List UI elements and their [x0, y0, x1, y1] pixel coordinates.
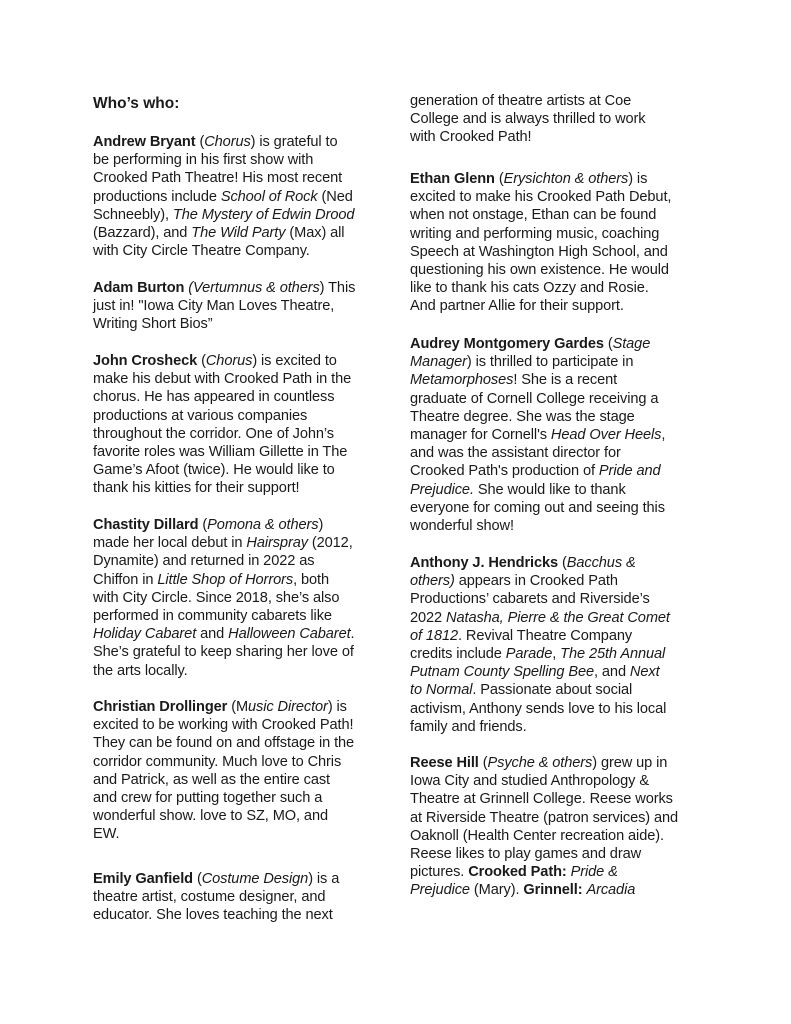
bio-line: [410, 335, 665, 353]
bio-italic-text: (Vertumnus & others: [184, 280, 320, 296]
bio-line: [410, 700, 670, 718]
bio-text: wonderful show!: [410, 517, 514, 534]
bio-italic-text: Halloween Cabaret: [228, 626, 351, 643]
bio-text: Crooked Path Theatre! His most recent: [93, 170, 343, 187]
bio-text: and: [196, 626, 229, 643]
bio-bold-text: Audrey Montgomery Gardes: [410, 336, 604, 352]
bio-text: Speech at Washington High School, and: [410, 243, 668, 260]
bio-italic-text: to Normal: [410, 682, 473, 699]
bio-italic-text: Stage: [612, 336, 651, 352]
bio-line: [410, 110, 646, 128]
bio-text: EW.: [93, 826, 120, 843]
bio-italic-text: Pomona & others: [207, 517, 319, 533]
bio-john-crosheck: [93, 352, 351, 498]
bio-line: [410, 353, 665, 371]
bio-bold-text: Christian Drollinger: [93, 699, 228, 715]
bio-line: [410, 718, 670, 736]
bio-line: [410, 408, 665, 426]
bio-text: (: [478, 755, 488, 771]
bio-text: excited to make his Crooked Path Debut,: [410, 189, 672, 206]
bio-text: corridor community. Much love to Chris: [93, 753, 342, 770]
bio-text: with Crooked Path!: [410, 129, 532, 146]
bio-bold-text: Grinnell:: [523, 882, 583, 899]
bio-line: [410, 609, 670, 627]
bio-text: (: [195, 134, 205, 150]
bio-line: [410, 444, 665, 462]
bio-italic-text: The Wild Party: [191, 224, 286, 241]
bio-text: ) is a: [308, 871, 340, 887]
bio-line: [410, 92, 646, 110]
bio-italic-text: Bacchus &: [566, 555, 636, 571]
bio-text: make his debut with Crooked Path in the: [93, 371, 352, 388]
bio-line: [410, 170, 671, 188]
bio-text: ,: [552, 645, 561, 662]
bio-italic-text: The Mystery of Edwin Drood: [172, 206, 355, 223]
bio-line: [93, 388, 351, 406]
bio-italic-text: Head Over Heels: [550, 426, 662, 443]
bio-text: , and: [594, 664, 630, 681]
bio-line: [410, 481, 665, 499]
bio-text: Iowa City and studied Anthropology &: [410, 773, 649, 790]
bio-italic-text: Pride &: [570, 864, 618, 881]
bio-line: [93, 771, 354, 789]
bio-text: and Patrick, as well as the entire cast: [93, 771, 331, 788]
bio-text: ,: [661, 426, 666, 443]
bio-text: She’s grateful to keep sharing her love of: [93, 644, 354, 661]
bio-italic-text: Pride and: [598, 463, 661, 480]
bio-line: [410, 426, 665, 444]
bio-italic-text: School of Rock: [220, 188, 318, 205]
bio-text: Dynamite) and returned in 2022 as: [93, 553, 315, 570]
bio-bold-text: Adam Burton: [93, 280, 185, 296]
bio-italic-text: Erysichton & others: [503, 171, 629, 187]
bio-bold-text: Emily Ganfield: [93, 871, 193, 887]
bio-ethan-glenn: [410, 170, 671, 316]
bio-line: [410, 206, 671, 224]
bio-text: when not onstage, Ethan can be found: [410, 207, 657, 224]
bio-line: [93, 479, 351, 497]
bio-emily-ganfield: [93, 870, 339, 925]
bio-line: [93, 279, 355, 297]
bio-line: [93, 315, 355, 333]
bio-text: (Max) all: [285, 224, 345, 241]
bio-italic-text: Manager: [410, 354, 467, 371]
bio-line: [93, 716, 354, 734]
bio-line: [93, 789, 354, 807]
bio-line: [93, 662, 355, 680]
bio-italic-text: Chorus: [205, 353, 253, 369]
bio-text: College and is always thrilled to work: [410, 111, 646, 128]
bio-line: [93, 698, 354, 716]
bio-bold-text: Chastity Dillard: [93, 517, 199, 533]
bio-italic-text: Little Shop of Horrors: [157, 571, 294, 588]
bio-italic-text: Holiday Cabaret: [93, 626, 197, 643]
bio-text: activism, Anthony sends love to his local: [410, 700, 667, 717]
bio-text: performed in community cabarets like: [93, 607, 332, 624]
bio-line: [93, 534, 355, 552]
bio-emily-ganfield-continued: [410, 92, 646, 147]
bio-line: [410, 390, 665, 408]
bio-text: They can be found on and offstage in the: [93, 735, 355, 752]
bio-text: (: [197, 353, 206, 369]
bio-text: She would like to thank: [473, 481, 626, 498]
bio-text: made her local debut in: [93, 535, 247, 552]
bio-text: .: [350, 626, 355, 643]
bio-text: Chiffon in: [93, 571, 158, 588]
bio-text: productions include: [93, 188, 221, 205]
bio-bold-text: Anthony J. Hendricks: [410, 555, 559, 571]
bio-line: [410, 188, 671, 206]
bio-bold-text: Crooked Path:: [468, 864, 567, 881]
bio-line: [93, 753, 354, 771]
bio-line: [410, 243, 671, 261]
bio-christian-drollinger: [93, 698, 354, 844]
bio-text: (Ned: [317, 188, 353, 205]
bio-line: [93, 888, 339, 906]
bio-line: [93, 407, 351, 425]
bio-line: [410, 845, 678, 863]
bio-italic-text: Putnam County Spelling Bee: [410, 664, 594, 681]
bio-line: [93, 870, 339, 888]
bio-line: [93, 370, 351, 388]
bio-andrew-bryant: [93, 133, 354, 260]
bio-line: [410, 645, 670, 663]
bio-line: [93, 443, 351, 461]
bio-line: [410, 863, 678, 881]
bio-text: (: [603, 336, 613, 352]
bio-italic-text: The 25th Annual: [560, 645, 666, 662]
bio-text: appears in Crooked Path: [454, 573, 618, 590]
bio-line: [93, 607, 355, 625]
bio-line: [410, 754, 678, 772]
bio-italic-text: others): [410, 573, 455, 590]
bio-italic-text: Prejudice: [410, 882, 470, 899]
bio-text: Crooked Path's production of: [410, 463, 599, 480]
bio-text: (: [558, 555, 567, 571]
bio-line: [410, 462, 665, 480]
bio-line: [93, 169, 354, 187]
bio-italic-text: Hairspray: [246, 535, 308, 552]
bio-text: and was the assistant director for: [410, 445, 621, 462]
bio-line: [410, 128, 646, 146]
bio-italic-text: Natasha, Pierre & the Great Comet: [446, 609, 670, 626]
bio-text: ) is: [628, 171, 648, 187]
bio-line: [410, 809, 678, 827]
bio-bold-text: Reese Hill: [410, 755, 479, 771]
bio-text: (: [192, 871, 202, 887]
bio-text: Game’s Afoot (twice). He would like to: [93, 462, 335, 479]
bio-line: [93, 625, 355, 643]
bio-text: with City Circle. Since 2018, she’s also: [93, 589, 340, 606]
bio-text: manager for Cornell's: [410, 426, 551, 443]
bio-line: [93, 734, 354, 752]
bio-text: questioning his own existence. He would: [410, 261, 669, 278]
bio-line: [410, 663, 670, 681]
bio-italic-text: Metamorphoses: [410, 372, 514, 389]
bio-line: [93, 425, 351, 443]
bio-text: theatre artist, costume designer, and: [93, 889, 326, 906]
bio-bold-text: Andrew Bryant: [93, 134, 196, 150]
bio-line: [410, 772, 678, 790]
bio-text: ) grew up in: [592, 755, 668, 771]
bio-line: [93, 224, 354, 242]
bio-text: ! She is a recent: [513, 372, 618, 389]
bio-line: [93, 151, 354, 169]
bio-line: [93, 643, 355, 661]
bio-chastity-dillard: [93, 516, 355, 680]
bio-line: [93, 571, 355, 589]
bio-text: ) is thrilled to participate in: [466, 354, 634, 371]
bio-text: (2012,: [307, 535, 353, 552]
page-heading: Who’s who:: [93, 95, 180, 112]
bio-line: [410, 627, 670, 645]
bio-text: everyone for coming out and seeing this: [410, 499, 665, 516]
bio-text: be performing in his first show with: [93, 152, 314, 169]
bio-line: [93, 352, 351, 370]
bio-line: [410, 790, 678, 808]
bio-line: [93, 133, 354, 151]
bio-line: [93, 825, 354, 843]
bio-text: at Riverside Theatre (patron services) and: [410, 809, 679, 826]
bio-bold-text: Ethan Glenn: [410, 171, 495, 187]
bio-line: [410, 297, 671, 315]
bio-italic-text: Costume Design: [201, 871, 309, 887]
bio-text: ) This: [319, 280, 356, 296]
bio-text: productions at various companies: [93, 407, 308, 424]
bio-line: [410, 499, 665, 517]
bio-italic-text: Arcadia: [586, 882, 636, 899]
bio-text: 2022: [410, 609, 447, 626]
bio-text: Oaknoll (Health Center recreation aide).: [410, 827, 664, 844]
bio-line: [410, 261, 671, 279]
bio-text: ) is grateful to: [250, 134, 338, 150]
bio-text: thank his kitties for their support!: [93, 480, 300, 497]
bio-text: Writing Short Bios”: [93, 316, 213, 333]
bio-text: throughout the corridor. One of John’s: [93, 425, 334, 442]
bio-italic-text: Prejudice.: [410, 481, 474, 498]
bio-text: (: [494, 171, 504, 187]
bio-line: [410, 517, 665, 535]
bio-text: (: [198, 517, 208, 533]
bio-text: educator. She loves teaching the next: [93, 907, 333, 924]
bio-line: [93, 552, 355, 570]
bio-text: (Bazzard), and: [93, 224, 192, 241]
bio-reese-hill: [410, 754, 678, 900]
bio-anthony-hendricks: [410, 554, 670, 736]
bio-text: Reese likes to play games and draw: [410, 845, 642, 862]
bio-text: generation of theatre artists at Coe: [410, 93, 632, 109]
bio-line: [410, 371, 665, 389]
bio-line: [93, 906, 339, 924]
bio-line: [410, 590, 670, 608]
bio-text: credits include: [410, 645, 506, 662]
bio-text: Theatre at Grinnell College. Reese works: [410, 791, 673, 808]
bio-italic-text: Next: [629, 664, 660, 681]
bio-text: excited to be working with Crooked Path!: [93, 717, 354, 734]
bio-line: [93, 188, 354, 206]
bio-line: [93, 516, 355, 534]
bio-line: [410, 881, 678, 899]
bio-adam-burton: [93, 279, 355, 334]
bio-line: [410, 279, 671, 297]
bio-text: Theatre degree. She was the stage: [410, 408, 635, 425]
bio-bold-text: John Crosheck: [93, 353, 198, 369]
bio-text: family and friends.: [410, 718, 527, 735]
bio-line: [93, 297, 355, 315]
bio-text: , both: [293, 571, 329, 588]
bio-audrey-montgomery-gardes: [410, 335, 665, 535]
bio-line: [93, 206, 354, 224]
bio-line: [93, 461, 351, 479]
bio-text: ) is: [327, 699, 347, 715]
bio-text: graduate of Cornell College receiving a: [410, 390, 659, 407]
bio-line: [410, 572, 670, 590]
bio-text: Productions’ cabarets and Riverside’s: [410, 591, 650, 608]
bio-text: like to thank his cats Ozzy and Rosie.: [410, 280, 649, 297]
bio-text: Schneebly),: [93, 206, 173, 223]
bio-text: with City Circle Theatre Company.: [93, 243, 310, 260]
bio-line: [93, 589, 355, 607]
bio-text: favorite roles was William Gillette in The: [93, 443, 348, 460]
bio-text: the arts locally.: [93, 662, 188, 679]
bio-text: (M: [227, 699, 249, 715]
bio-italic-text: usic Director: [248, 699, 328, 715]
bio-line: [410, 225, 671, 243]
bio-italic-text: of 1812: [410, 627, 458, 644]
bio-line: [410, 554, 670, 572]
bio-text: and crew for putting together such a: [93, 789, 323, 806]
bio-line: [410, 681, 670, 699]
bio-text: And partner Allie for their support.: [410, 298, 624, 315]
bio-italic-text: Psyche & others: [487, 755, 593, 771]
bio-text: pictures.: [410, 864, 469, 881]
bio-text: chorus. He has appeared in countless: [93, 389, 335, 406]
bio-text: wonderful show. love to SZ, MO, and: [93, 808, 328, 825]
bio-text: . Passionate about social: [472, 682, 633, 699]
bio-italic-text: Chorus: [204, 134, 251, 150]
bio-line: [93, 242, 354, 260]
bio-text: (Mary).: [469, 882, 524, 899]
bio-italic-text: Parade: [505, 645, 553, 662]
bio-text: writing and performing music, coaching: [410, 225, 660, 242]
bio-text: . Revival Theatre Company: [458, 627, 633, 644]
bio-text: ): [318, 517, 324, 533]
bio-line: [93, 807, 354, 825]
bio-line: [410, 827, 678, 845]
bio-text: ) is excited to: [252, 353, 337, 369]
bio-text: just in! "Iowa City Man Loves Theatre,: [93, 298, 335, 315]
